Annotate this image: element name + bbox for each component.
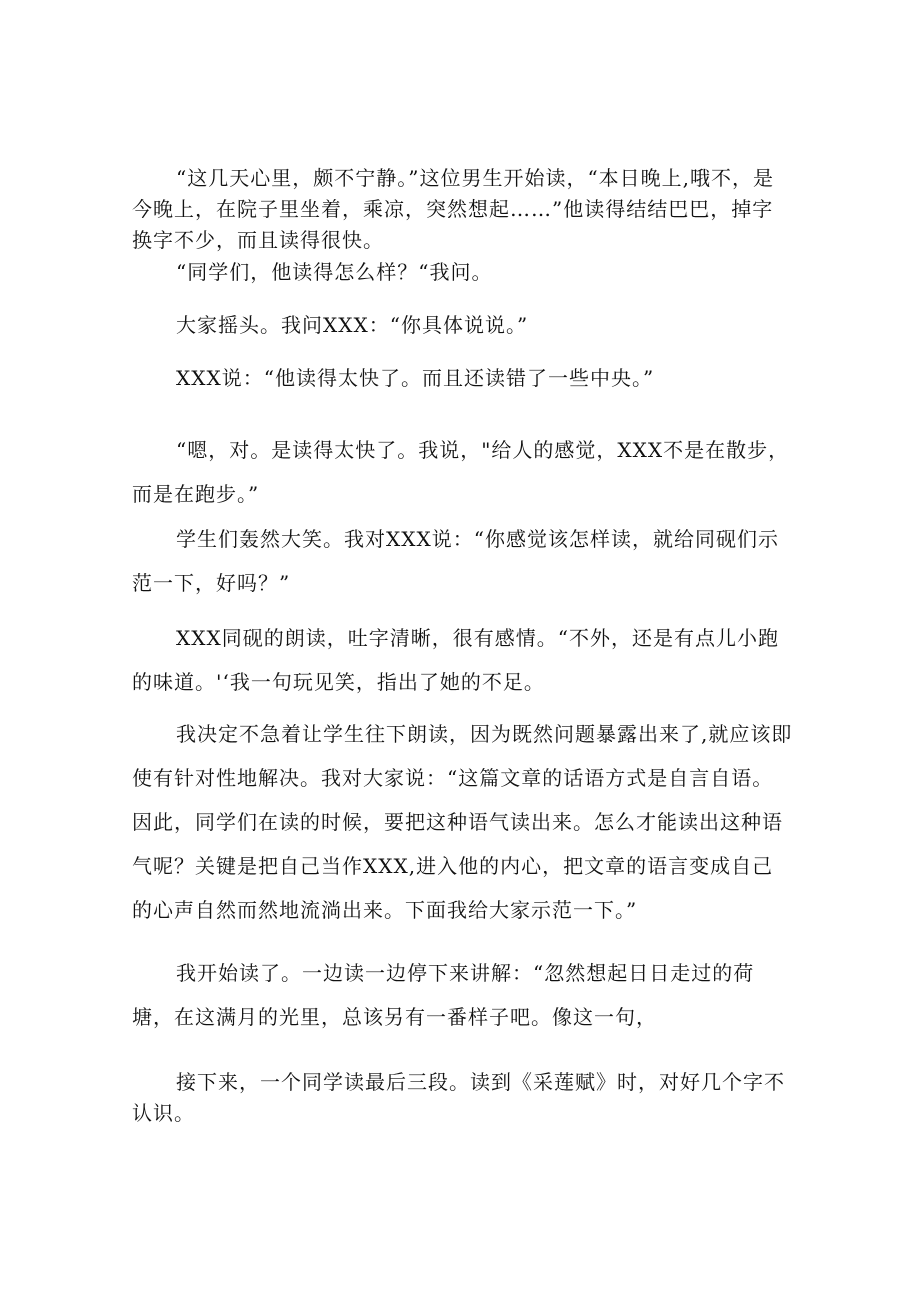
paragraph-3: 大家摇头。我问XXX：“你具体说说。” — [176, 313, 529, 337]
paragraph-6: 学生们轰然大笑。我对XXX说：“你感觉该怎样读，就给同砚们示范一下，好吗？” — [132, 527, 779, 595]
paragraph-10: 接下来，一个同学读最后三段。读到《采莲赋》时，对好几个字不认识。 — [132, 1070, 785, 1125]
paragraph-8: 我决定不急着让学生往下朗读，因为既然问题暴露出来了,就应该即使有针对性地解决。我对大家说：“这篇文章的话语方式是自言自语。因此，同学们在读的时候，要把这种语气读出来。怎么才能读出这种语气呢？关键是把自己当作XXX,进入他的内心，把文章的语言变成自己的心声自然而然地流淌出来。下面我给大家示范一下。” — [132, 722, 793, 922]
paragraph-7: XXX同砚的朗读，吐字清晰，很有感情。“不外，还是有点儿小跑的味道。'‘我一句玩见笑，指出了她的不足。 — [132, 626, 779, 694]
paragraph-5: “嗯，对。是读得太快了。我说，"给人的感觉，XXX不是在散步，而是在跑步。” — [132, 438, 790, 506]
paragraph-2: “同学们，他读得怎么样？“我问。 — [176, 260, 493, 284]
paragraph-9: 我开始读了。一边读一边停下来讲解：“忽然想起日日走过的荷塘，在这满月的光里，总该另有一番样子吧。像这一句， — [132, 961, 755, 1029]
paragraph-1: “这几天心里，颇不宁静。”这位男生开始读，“本日晚上,哦不，是今晚上，在院子里坐着，乘凉，突然想起……”他读得结结巴巴，掉字换字不少，而且读得很快。 — [132, 166, 775, 252]
paragraph-4: XXX说：“他读得太快了。而且还读错了一些中央。” — [176, 366, 655, 390]
